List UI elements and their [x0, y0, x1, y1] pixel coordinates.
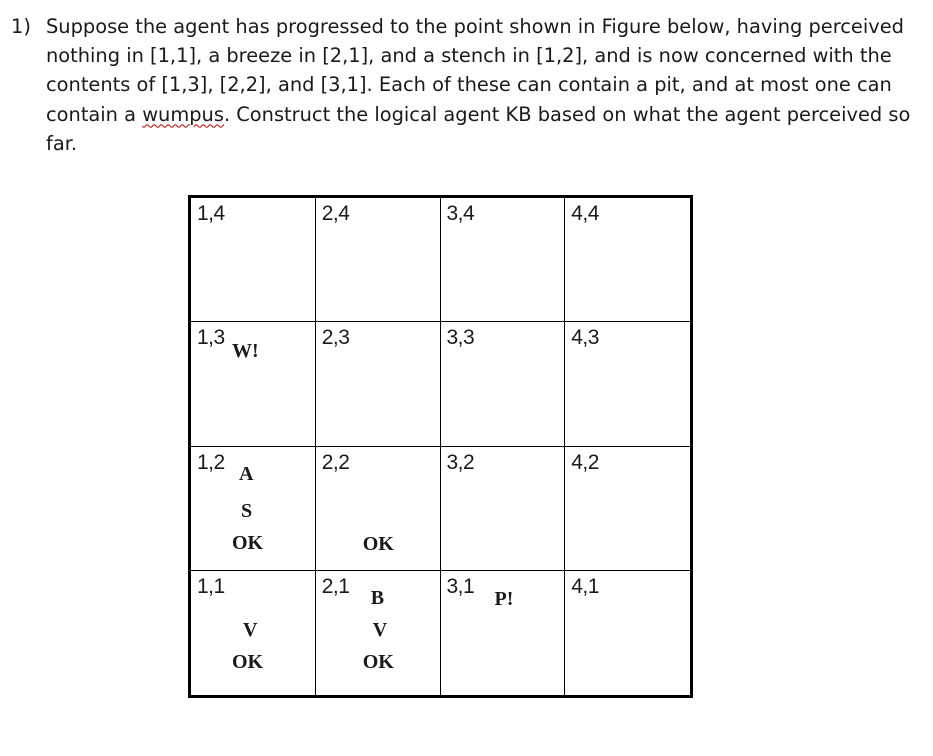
question-text [46, 12, 911, 158]
cell-coordinate: 3,3 [446, 326, 475, 350]
cell-coordinate: 3,4 [446, 202, 475, 225]
cell-coordinate: 2,3 [321, 326, 350, 350]
ok-mark: OK [362, 532, 394, 555]
cell-coordinate: 3,1 [446, 574, 475, 598]
cell-coordinate: 1,1 [197, 574, 225, 598]
cell-coordinate: 1,3 [197, 326, 225, 350]
cell-2-3 [316, 322, 441, 446]
cell-2-4 [316, 198, 441, 322]
cell-1-1 [191, 571, 316, 695]
agent-mark: A [239, 462, 254, 485]
cell-coordinate: 4,2 [571, 450, 599, 474]
cell-4-3 [565, 322, 690, 446]
question-paragraph [11, 12, 911, 158]
cell-1-2 [191, 447, 316, 571]
cell-4-2 [565, 447, 690, 571]
cell-3-1 [441, 571, 566, 695]
visited-mark: V [243, 618, 258, 641]
pit-possible-mark: P! [494, 587, 514, 610]
cell-2-1 [316, 571, 441, 695]
stench-mark: S [241, 499, 253, 522]
cell-coordinate: 1,2 [197, 450, 225, 474]
cell-coordinate: 4,4 [571, 202, 599, 225]
cell-3-4 [441, 198, 566, 322]
cell-coordinate: 2,4 [321, 202, 350, 225]
spellcheck-underlined-word: wumpus [142, 102, 224, 126]
cell-3-2 [441, 447, 566, 571]
question-text-before: Suppose the agent has progressed to the point shown in Figure below, having perceived nothing in [1,1], a breeze in [2,1], and a stench in [1,2], and is now concerned with the contents of [1,3], [2,2], and [3,1]. Each of these can contain a pit, and at most one can contain a [46, 15, 904, 126]
question-number: 1) [11, 15, 31, 38]
cell-2-2 [316, 447, 441, 571]
cell-coordinate: 2,1 [321, 574, 350, 598]
cell-coordinate: 1,4 [197, 202, 225, 225]
cell-coordinate: 4,1 [571, 574, 599, 598]
ok-mark: OK [232, 650, 264, 673]
wumpus-possible-mark: W! [232, 340, 259, 363]
cell-1-3 [191, 322, 316, 446]
cell-coordinate: 2,2 [321, 450, 350, 474]
ok-mark: OK [232, 531, 264, 554]
visited-mark: V [372, 618, 388, 641]
cell-4-4 [565, 198, 690, 322]
cell-coordinate: 3,2 [446, 450, 475, 474]
ok-mark: OK [362, 650, 394, 673]
breeze-mark: B [370, 586, 385, 609]
cell-4-1 [565, 571, 690, 695]
question-text-after: . Construct the logical agent KB based on what the agent perceived so far. [46, 102, 911, 155]
cell-1-4 [191, 198, 316, 322]
cell-3-3 [441, 322, 566, 446]
cell-coordinate: 4,3 [571, 326, 599, 350]
wumpus-world-grid [188, 195, 693, 698]
